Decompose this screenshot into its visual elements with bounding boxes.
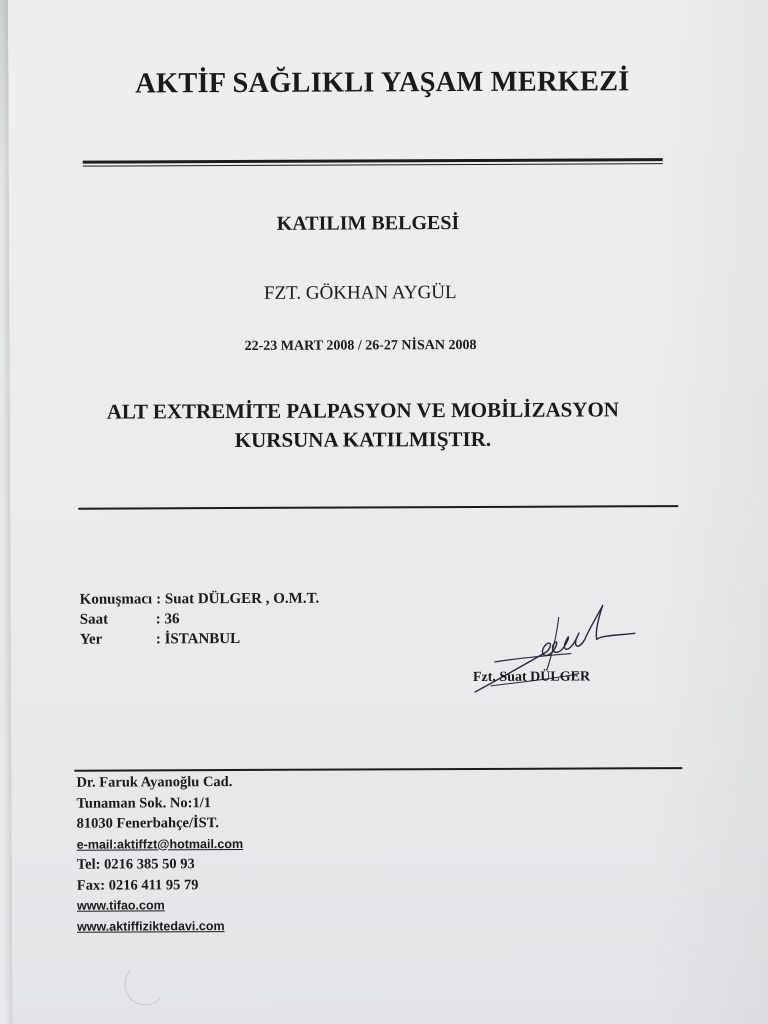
course-line-2: KURSUNA KATILMIŞTIR. xyxy=(234,426,492,453)
paper-scuff-mark xyxy=(124,963,166,1005)
hours-label: Saat xyxy=(79,611,109,628)
participant-name: FZT. GÖKHAN AYGÜL xyxy=(263,282,457,304)
place-value: : İSTANBUL xyxy=(155,630,241,648)
place-label: Yer xyxy=(79,631,103,648)
course-dates: 22-23 MART 2008 / 26-27 NİSAN 2008 xyxy=(244,337,477,354)
speaker-label: Konuşmacı xyxy=(79,591,153,608)
top-divider xyxy=(83,158,663,167)
course-line-1: ALT EXTREMİTE PALPASYON VE MOBİLİZASYON xyxy=(106,397,620,424)
organization-title: AKTİF SAĞLIKLI YAŞAM MERKEZİ xyxy=(135,65,630,100)
course-statement xyxy=(10,395,716,456)
speaker-row xyxy=(80,589,320,610)
address-street: Dr. Faruk Ayanoğlu Cad. xyxy=(76,774,233,791)
website-link-2[interactable]: www.aktiffiziktedavi.com xyxy=(77,918,225,934)
speaker-value: : Suat DÜLGER , O.M.T. xyxy=(156,590,320,608)
place-row xyxy=(80,629,320,650)
signatory-name: Fzt. Suat DÜLGER xyxy=(472,669,591,685)
bottom-divider xyxy=(74,767,682,772)
address-block xyxy=(76,772,243,937)
email-link[interactable]: e-mail:aktiffzt@hotmail.com xyxy=(76,836,244,852)
certificate-sheet xyxy=(8,0,768,1024)
phone-number: Tel: 0216 385 50 93 xyxy=(76,856,195,873)
address-street-2: Tunaman Sok. No:1/1 xyxy=(76,794,212,812)
hours-value: : 36 xyxy=(155,611,180,628)
address-city: 81030 Fenerbahçe/İST. xyxy=(76,815,219,832)
certificate-title: KATILIM BELGESİ xyxy=(276,212,460,235)
handwritten-signature xyxy=(461,593,641,704)
middle-divider xyxy=(78,505,678,510)
fax-number: Fax: 0216 411 95 79 xyxy=(76,876,199,894)
hours-row xyxy=(80,609,320,630)
website-link-1[interactable]: www.tifao.com xyxy=(76,898,165,913)
course-details xyxy=(80,589,320,650)
